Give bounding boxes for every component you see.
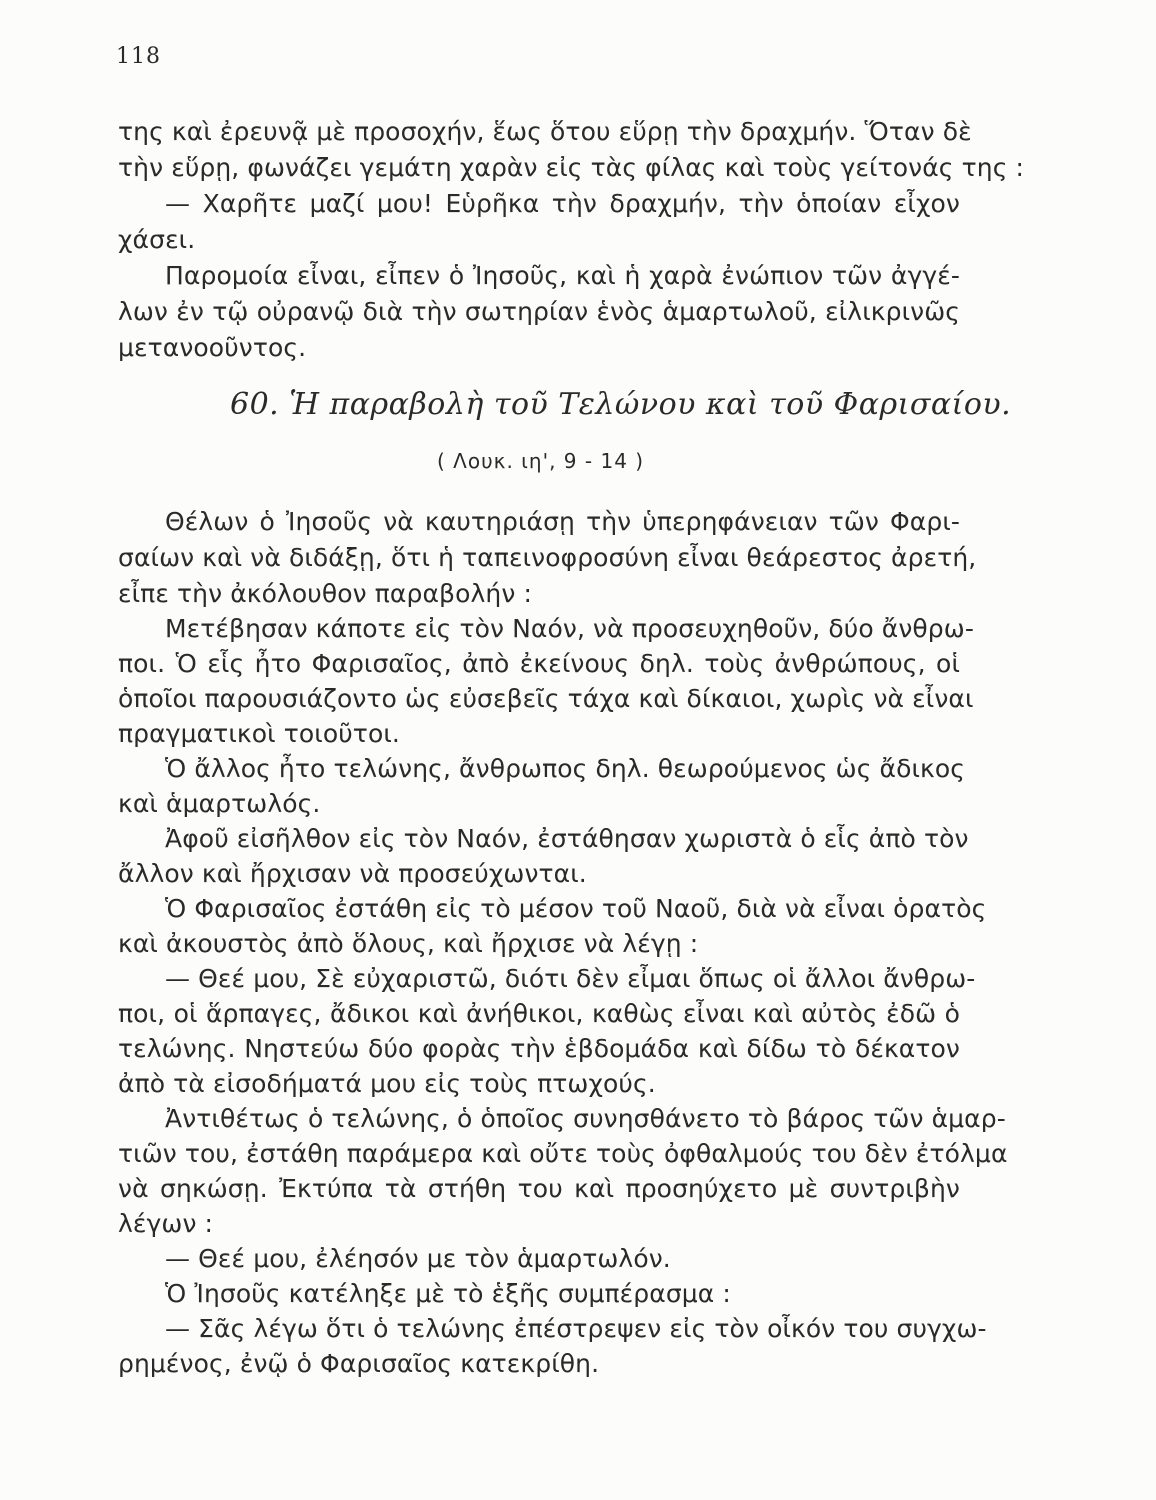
text-line: ἄλλον καὶ ἤρχισαν νὰ προσεύχωνται. xyxy=(118,859,587,888)
text-line: ὁποῖοι παρουσιάζοντο ὡς εὐσεβεῖς τάχα καὶ δίκαιοι, χωρὶς νὰ εἶναι xyxy=(118,684,974,713)
text-line: τιῶν του, ἐστάθη παράμερα καὶ οὔτε τοὺς ὀφθαλμούς του δὲν ἐτόλμα xyxy=(118,1139,1008,1168)
text-line: τὴν εὕρῃ, φωνάζει γεμάτη χαρὰν εἰς τὰς φίλας καὶ τοὺς γείτονάς της : xyxy=(118,153,1025,182)
text-line: χάσει. xyxy=(118,225,196,254)
text-line: νὰ σηκώσῃ. Ἐκτύπα τὰ στήθη του καὶ προσηύχετο μὲ συντριβὴν xyxy=(118,1174,960,1203)
text-line: ποι. Ὁ εἷς ἦτο Φαρισαῖος, ἀπὸ ἐκείνους δηλ. τοὺς ἀνθρώπους, οἱ xyxy=(118,649,960,678)
text-line: καὶ ἁμαρτωλός. xyxy=(118,789,321,818)
text-line: Ὁ Φαρισαῖος ἐστάθη εἰς τὸ μέσον τοῦ Ναοῦ, διὰ νὰ εἶναι ὁρατὸς xyxy=(165,894,987,923)
text-line: ποι, οἱ ἅρπαγες, ἄδικοι καὶ ἀνήθικοι, καθὼς εἶναι καὶ αὐτὸς ἐδῶ ὁ xyxy=(118,999,960,1028)
text-line: — Θεέ μου, Σὲ εὐχαριστῶ, διότι δὲν εἶμαι ὅπως οἱ ἄλλοι ἄνθρω- xyxy=(165,964,976,993)
scripture-reference: ( Λουκ. ιη', 9 - 14 ) xyxy=(437,449,645,473)
text-line: Ἀφοῦ εἰσῆλθον εἰς τὸν Ναόν, ἐστάθησαν χωριστὰ ὁ εἷς ἀπὸ τὸν xyxy=(165,824,969,853)
text-line: καὶ ἀκουστὸς ἀπὸ ὅλους, καὶ ἤρχισε νὰ λέγῃ : xyxy=(118,929,699,958)
text-line: ἀπὸ τὰ εἰσοδήματά μου εἰς τοὺς πτωχούς. xyxy=(118,1069,656,1098)
text-line: λέγων : xyxy=(118,1209,214,1238)
text-line: Παρομοία εἶναι, εἶπεν ὁ Ἰησοῦς, καὶ ἡ χαρὰ ἐνώπιον τῶν ἀγγέ- xyxy=(165,261,960,290)
text-line: τελώνης. Νηστεύω δύο φορὰς τὴν ἑβδομάδα καὶ δίδω τὸ δέκατον xyxy=(118,1034,960,1063)
text-line: Ὁ ἄλλος ἦτο τελώνης, ἄνθρωπος δηλ. θεωρούμενος ὡς ἄδικος xyxy=(165,754,966,783)
text-line: — Χαρῆτε μαζί μου! Εὑρῆκα τὴν δραχμήν, τὴν ὁποίαν εἶχον xyxy=(165,189,960,218)
text-line: σαίων καὶ νὰ διδάξῃ, ὅτι ἡ ταπεινοφροσύνη εἶναι θεάρεστος ἀρετή, xyxy=(118,543,977,572)
text-line: Ἀντιθέτως ὁ τελώνης, ὁ ὁποῖος συνησθάνετο τὸ βάρος τῶν ἁμαρ- xyxy=(165,1104,1006,1133)
text-line: μετανοοῦντος. xyxy=(118,333,307,362)
text-line: της καὶ ἐρευνᾷ μὲ προσοχήν, ἕως ὅτου εὕρῃ τὴν δραχμήν. Ὅταν δὲ xyxy=(118,117,972,146)
text-line: ρημένος, ἐνῷ ὁ Φαρισαῖος κατεκρίθη. xyxy=(118,1349,600,1378)
text-line: — Σᾶς λέγω ὅτι ὁ τελώνης ἐπέστρεψεν εἰς τὸν οἶκόν του συγχω- xyxy=(165,1314,987,1343)
text-line: Μετέβησαν κάποτε εἰς τὸν Ναόν, νὰ προσευχηθοῦν, δύο ἄνθρω- xyxy=(165,614,974,643)
section-heading: 60. Ἡ παραβολὴ τοῦ Τελώνου καὶ τοῦ Φαρισαίου. xyxy=(230,387,1012,422)
text-line: εἶπε τὴν ἀκόλουθον παραβολήν : xyxy=(118,579,532,608)
text-line: Ὁ Ἰησοῦς κατέληξε μὲ τὸ ἑξῆς συμπέρασμα : xyxy=(165,1279,731,1308)
page-number: 118 xyxy=(116,44,161,69)
text-line: — Θεέ μου, ἐλέησόν με τὸν ἁμαρτωλόν. xyxy=(165,1244,671,1273)
text-line: λων ἐν τῷ οὐρανῷ διὰ τὴν σωτηρίαν ἑνὸς ἁμαρτωλοῦ, εἰλικρινῶς xyxy=(118,297,960,326)
text-line: πραγματικοὶ τοιοῦτοι. xyxy=(118,719,400,748)
text-line: Θέλων ὁ Ἰησοῦς νὰ καυτηριάσῃ τὴν ὑπερηφάνειαν τῶν Φαρι- xyxy=(165,507,960,536)
